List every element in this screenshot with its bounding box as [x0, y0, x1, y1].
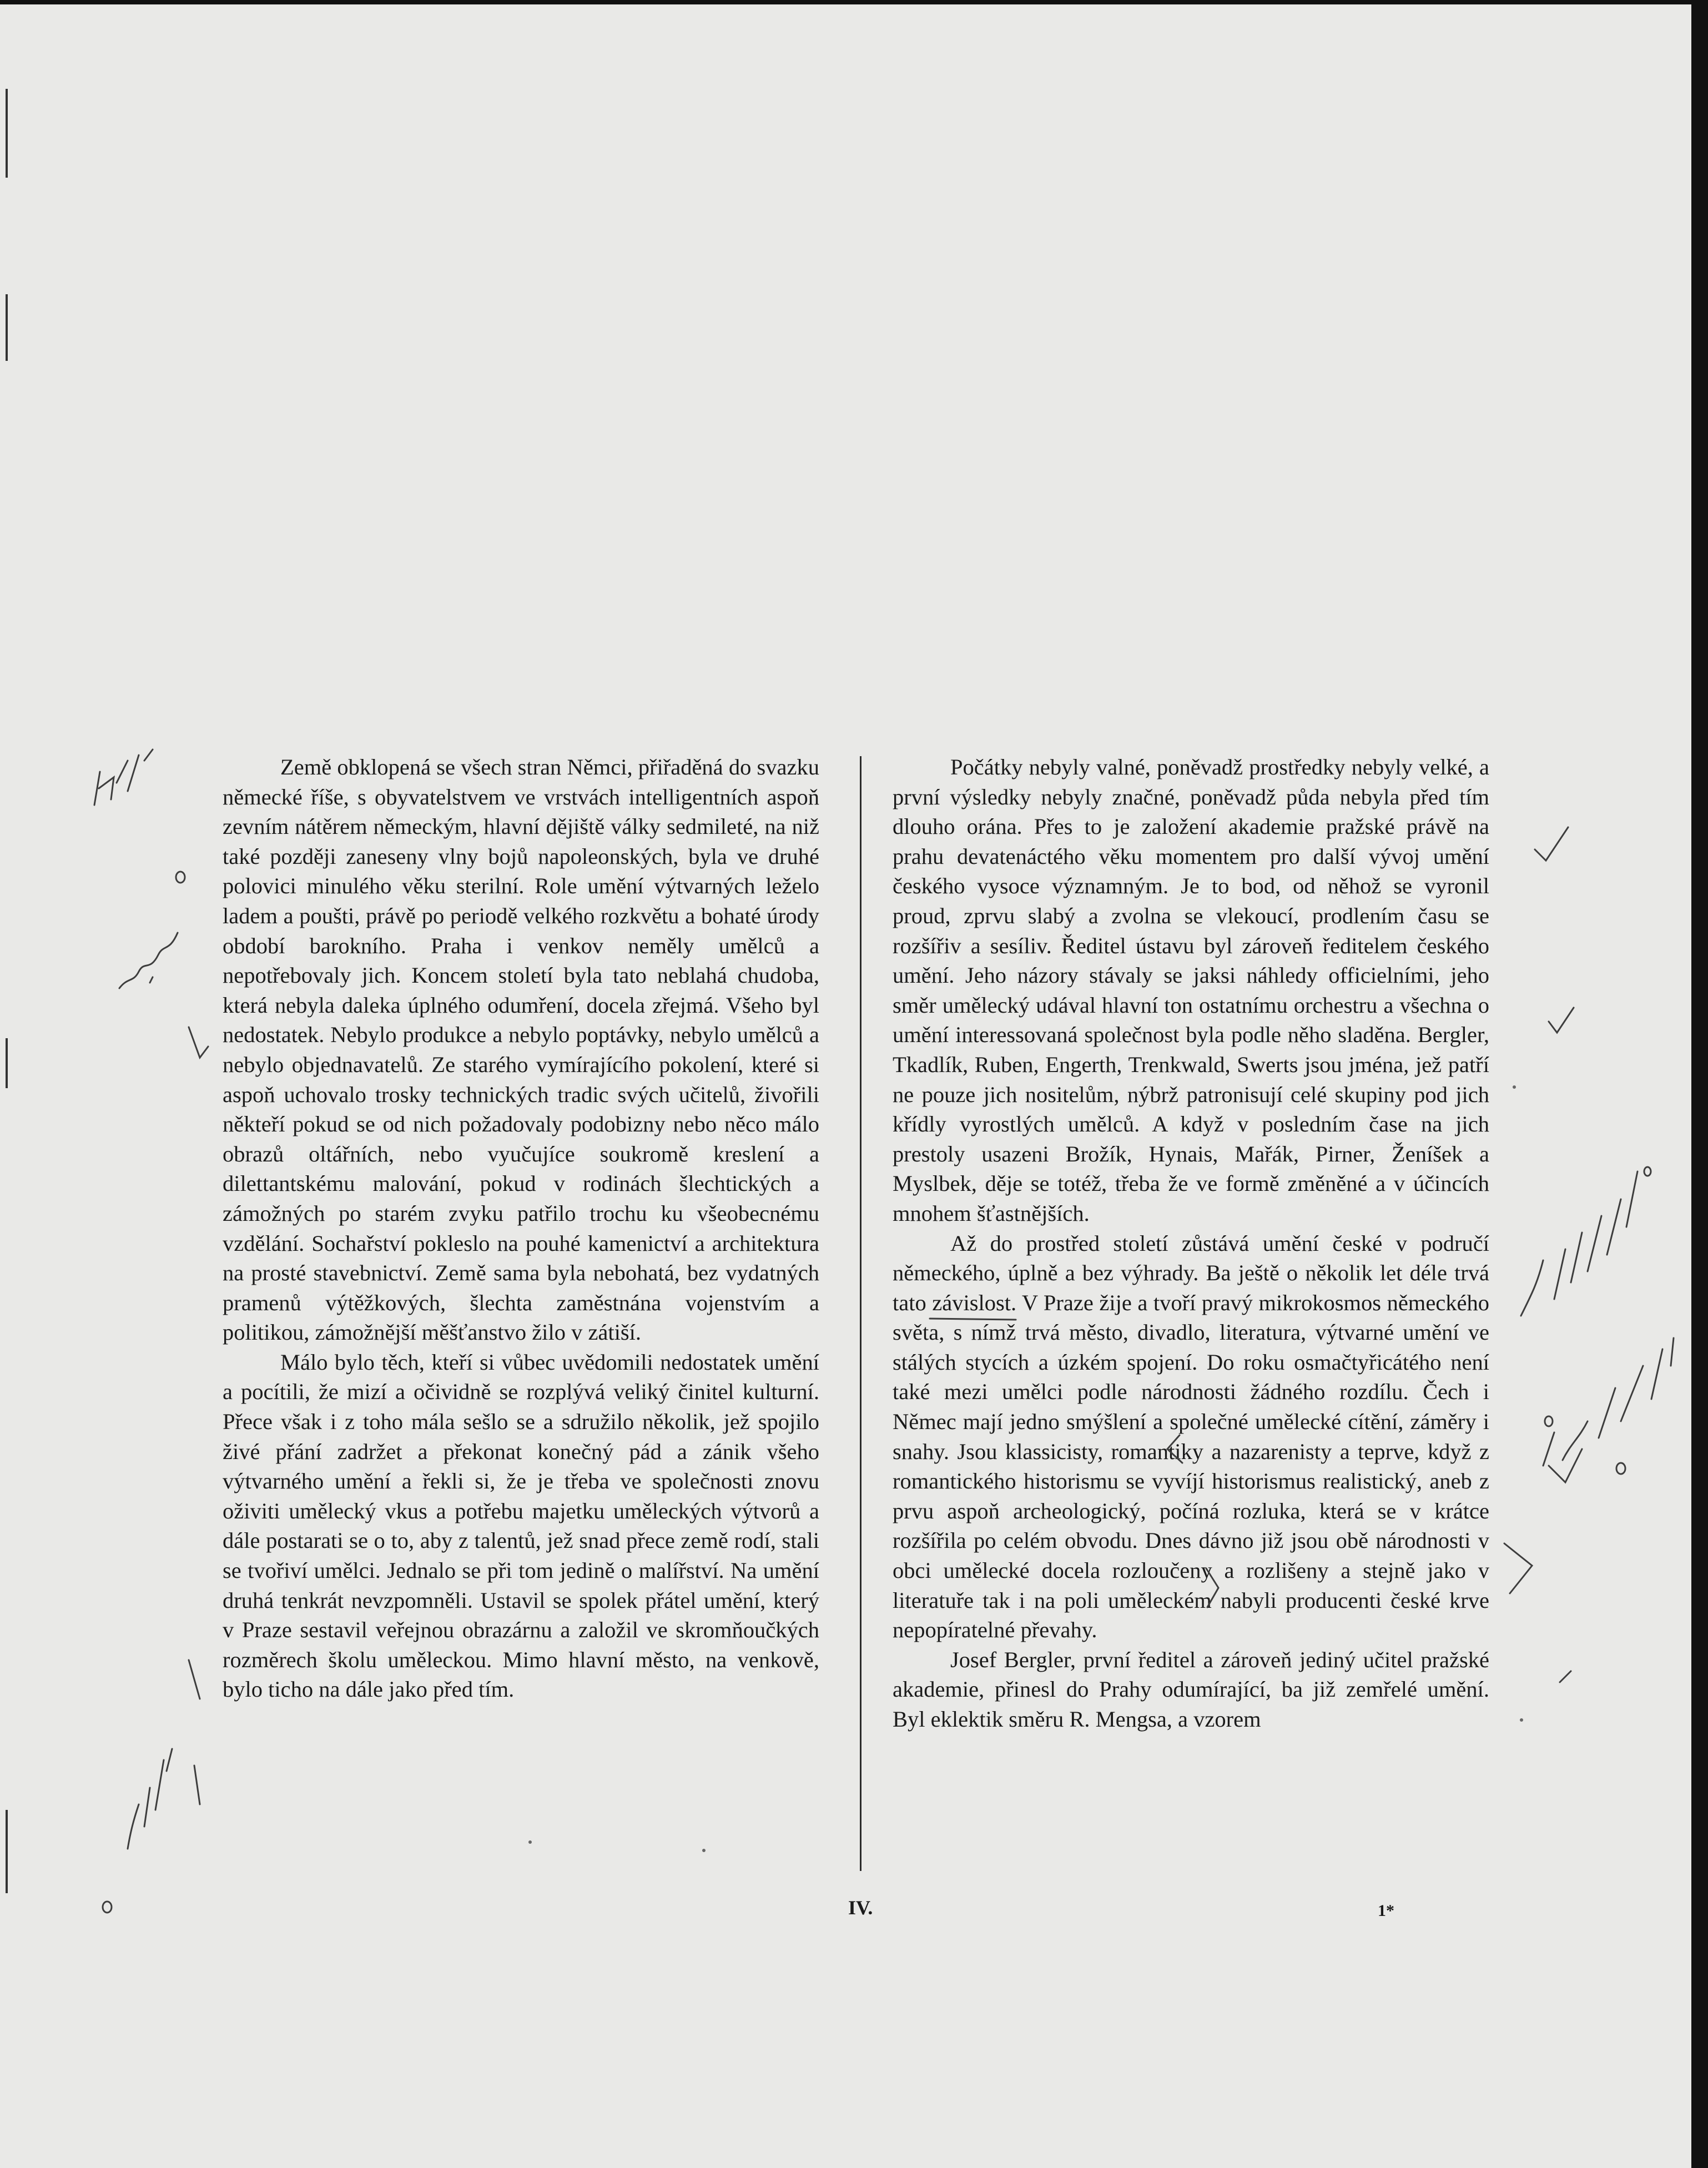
inline-insertion-mark-1 [1163, 1432, 1185, 1466]
scan-speck-1 [528, 1840, 532, 1844]
scan-speck-4 [1520, 1718, 1523, 1722]
margin-annotation-circle-left-1 [172, 869, 189, 886]
column-divider [860, 756, 861, 1871]
scan-border-right [1691, 0, 1708, 2168]
margin-annotation-right-circle [1613, 1460, 1629, 1477]
margin-annotation-left-word [111, 922, 189, 999]
margin-annotation-circle-left-2 [99, 1899, 115, 1915]
scan-border-left-marks [0, 83, 12, 1915]
scan-speck-3 [1513, 1085, 1516, 1089]
margin-annotation-right-check-2 [1543, 999, 1582, 1038]
page-number-roman: IV. [848, 1897, 873, 1919]
margin-annotation-right-check-1 [1529, 822, 1574, 866]
margin-annotation-left-stroke [183, 1654, 205, 1704]
margin-annotation-left-top [83, 738, 172, 822]
left-paragraph-1: Země obklopená se všech stran Němci, přiřaděná do svazku německé říše, s obyvatelstvem ve vrstvách intelligentních aspoň zevním nátěrem německým, hlavní dějiště války sedmileté, na niž také později zaneseny vlny bojů napoleonských, byla ve druhé polovici minulého věku sterilní. Role umění výtvarných leželo ladem a poušti, právě po periodě velkého rozkvětu a bohaté úrody období barokního. Praha i venkov neměly umělců a nepotřebovaly jich. Koncem století byla tato neblahá chudoba, která nebyla daleka úplného odumření, docela zřejmá. Všeho byl nedostatek. Nebylo produkce a nebylo poptávky, nebylo umělců a nebylo objednavatelů. Ze starého vymírajícího pokolení, které si aspoň uchovalo trosky technických tradic svých učitelů, živořili někteří pokud se od nich požadovaly podobizny nebo něco málo obrazů oltářních, nebo vyučujíce soukromě kreslení a dilettantskému malování, pokud v rodinách šlechtických a zámožných po starém zvyku patřilo trochu ku všeobecnému vzdělání. Sochařství pokleslo na pouhé kamenictví a architektura na prosté stavebnictví. Země sama byla nebohatá, bez vydatných pramenů výtěžkových, šlechta zaměstnána vojenstvím a politikou, zámožnější měšťanstvo žilo v zátiší. [223, 754, 819, 1345]
right-paragraph-3: Josef Bergler, první ředitel a zároveň jediný učitel pražské akademie, přinesl do Prahy odumírající, ba již zemřelé umění. Byl eklektik směru R. Mengsa, a vzorem [893, 1647, 1489, 1732]
scan-speck-2 [702, 1849, 706, 1852]
margin-annotation-right-bracket [1499, 1538, 1554, 1604]
left-paragraph-2: Málo bylo těch, kteří si vůbec uvědomili nedostatek umění a pocítili, že mizí a očividně se rozplývá veliký činitel kulturní. Přece však i z toho mála sešlo se a sdružilo několik, jež spojilo živé přání zadržet a překonat konečný pád a zánik všeho výtvarného umění a řekli si, že je třeba ve společnosti znovu oživiti umělecký vkus a potřebu majetku uměleckých výtvorů a dále postarati se o to, aby z talentů, jež snad přece země rodí, stali se tvořiví umělci. Jednalo se při tom jedině o malířství. Na umění druhá tenkrát nevzpomněli. Ustavil se spolek přátel umění, který v Praze sestavil veřejnou obrazárnu a založil ve skromňoučkých rozměrech školu uměleckou. Mimo hlavní město, na venkově, bylo ticho na dále jako před tím. [223, 1349, 819, 1702]
inline-insertion-mark-2 [1202, 1566, 1224, 1610]
margin-annotation-right-note [1510, 1160, 1654, 1327]
margin-annotation-right-small [1554, 1666, 1576, 1688]
inline-underline-mark [927, 1313, 1021, 1324]
margin-annotation-left-bottom [111, 1738, 211, 1865]
scan-border-top [0, 0, 1708, 4]
margin-annotation-left-check-1 [186, 1022, 214, 1066]
right-paragraph-2: Až do prostřed století zůstává umění české v područí německého, úplně a bez výhrady. Ba ještě o několik let déle trvá tato závislost. V Praze žije a tvoří pravý mikrokosmos německého světa, s nímž trvá město, divadlo, literatura, výtvarné umění ve stálých stycích a úzkém spojení. Do roku osmačtyřicátého není také mezi umělci podle národnosti žádného rozdílu. Čech i Němec mají jedno smýšlení a společné umělecké cítění, záměry i snahy. Jsou klassicisty, romantiky a nazarenisty a teprve, když z romantického historismu se vyvíjí historismus realistický, aneb z prvu aspoň archeologický, počíná rozluka, která se v krátce rozšířila po celém obvodu. Dnes dávno již jsou obě národnosti v obci umělecké docela rozloučeny a rozlišeny a stejně jako v literatuře tak i na poli uměleckém nabyli producenti české krve nepopíratelné převahy. [893, 1230, 1489, 1643]
right-paragraph-1: Počátky nebyly valné, poněvadž prostředky nebyly velké, a první výsledky nebyly značné, poněvadž půda nebyla před tím dlouho orána. Přes to je založení akademie pražské právě na prahu devatenáctého věku momentem pro další vývoj umění českého vysoce významným. Je to bod, od něhož se vyronil proud, zprvu slabý a zvolna se vlekoucí, prodlením času se rozšířiv a sesíliv. Ředitel ústavu byl zároveň ředitelem českého umění. Jeho názory stávaly se jaksi náhledy officielními, jeho směr umělecký udával hlavní ton ostatnímu orchestru a všechna o umění interessovaná společnost byla podle něho sladěna. Bergler, Tkadlík, Ruben, Engerth, Trenkwald, Swerts jsou jména, jež patří ne pouze jich nositelům, nýbrž patronisují celé skupiny pod jich křídly vyrostlých umělců. A když v posledním čase na jich prestoly usazeni Brožík, Hynais, Mařák, Pirner, Ženíšek a Myslbek, děje se totéž, třeba že ve formě změněné a v účincích mnohem šťastnějších. [893, 754, 1489, 1226]
left-text-column [223, 752, 819, 1704]
margin-annotation-right-word [1532, 1332, 1699, 1477]
signature-mark: 1* [1378, 1902, 1394, 1920]
right-text-column [893, 752, 1489, 1734]
